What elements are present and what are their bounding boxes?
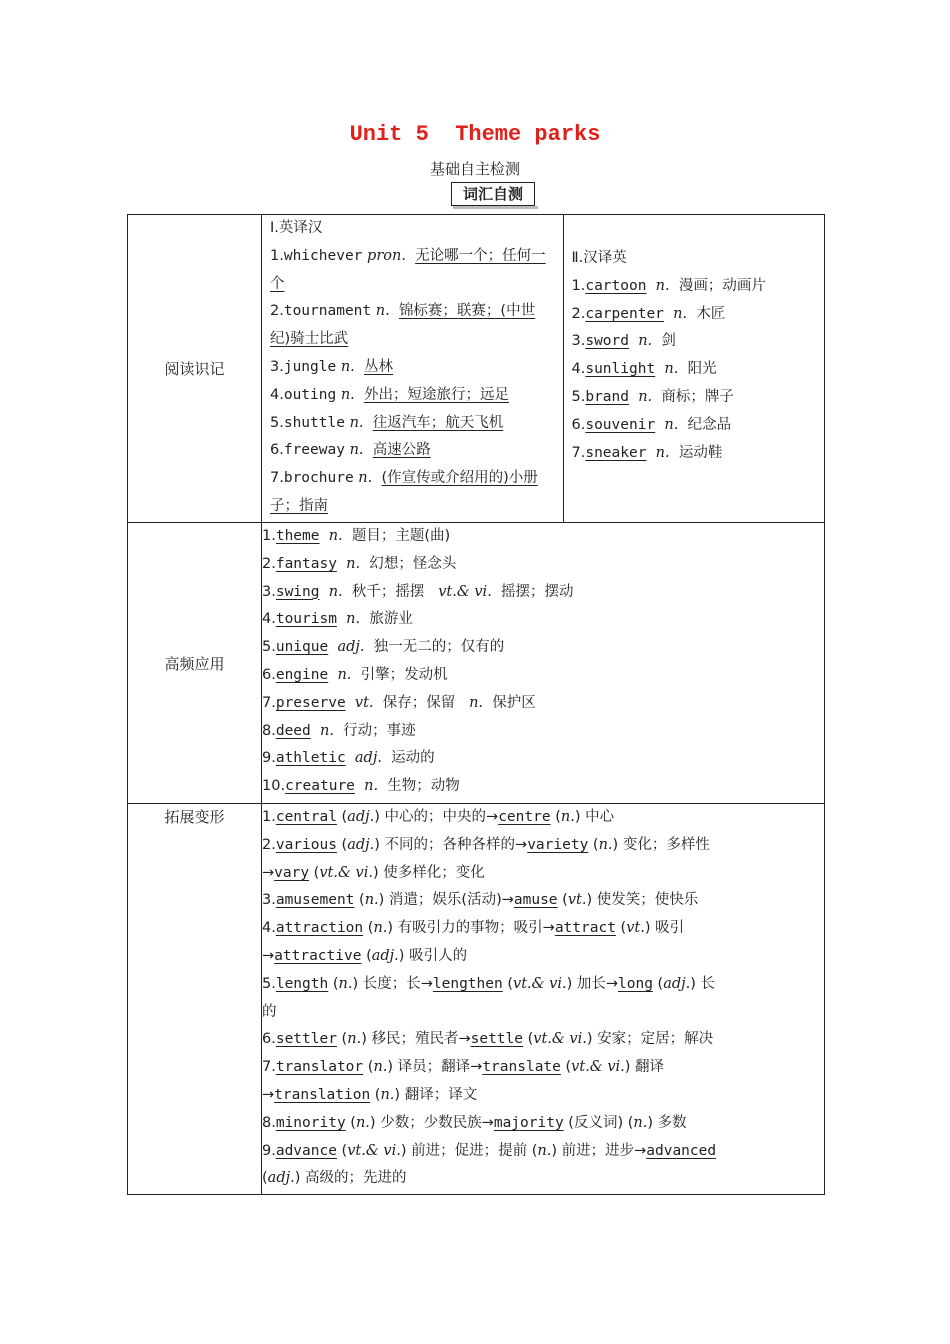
item-number: 4. xyxy=(270,386,284,403)
item-pos: n. xyxy=(337,666,352,683)
item-pos: n. xyxy=(375,303,390,320)
text-fragment: ) 移民；殖民者→ xyxy=(361,1031,471,1048)
extension-row xyxy=(128,804,825,1195)
text-fragment: ( xyxy=(588,836,599,853)
item-number: 1. xyxy=(571,277,586,294)
extension-content xyxy=(262,804,825,1195)
text-fragment: 8. xyxy=(262,1114,276,1131)
vocab-item xyxy=(572,301,819,329)
item-pos: n. xyxy=(349,414,364,431)
item-meaning: 运动的 xyxy=(391,750,435,767)
vocab-item xyxy=(572,440,819,468)
item-pos: n. xyxy=(655,277,670,294)
vocab-item xyxy=(270,298,555,354)
extension-line xyxy=(262,1165,824,1193)
word-form: translation xyxy=(274,1086,371,1103)
section-badge: 词汇自测 xyxy=(451,182,535,206)
extension-line xyxy=(262,860,824,888)
item-number: 2. xyxy=(571,305,586,322)
page-title: Unit 5 Theme parks xyxy=(349,122,601,147)
text-fragment: ) 高级的；先进的 xyxy=(294,1170,407,1187)
text-fragment: ) 加长→ xyxy=(566,975,619,992)
text-fragment: ( xyxy=(336,809,348,825)
item-word: brochure xyxy=(283,470,354,487)
item-number: 6. xyxy=(270,442,284,459)
word-form: minority xyxy=(275,1114,346,1131)
item-word: cartoon xyxy=(585,277,647,294)
pos-label: n. xyxy=(373,920,388,937)
item-word: whichever xyxy=(283,247,363,264)
text-fragment: ) 使发笑；使快乐 xyxy=(586,892,699,909)
item-word: freeway xyxy=(283,442,345,459)
item-number: 2. xyxy=(270,303,284,320)
vocab-item xyxy=(262,634,824,662)
item-word: sneaker xyxy=(585,444,647,461)
pos-label: n. xyxy=(373,1059,388,1076)
word-form: attractive xyxy=(274,947,362,964)
text-fragment: ) 安家；定居；解决 xyxy=(586,1031,714,1048)
pos-label: n. xyxy=(347,1031,362,1048)
pos-label: adj. xyxy=(347,836,375,853)
item-meaning: 生物；动物 xyxy=(387,778,460,795)
text-fragment: ( xyxy=(550,809,561,825)
item-pos: n. xyxy=(364,778,379,795)
part2-title: Ⅱ.汉译英 xyxy=(571,250,627,266)
text-fragment: 3. xyxy=(262,892,276,909)
text-fragment: ( xyxy=(615,920,627,937)
vocab-item xyxy=(270,354,555,382)
item-pos: n. xyxy=(349,442,364,459)
text-fragment: ( xyxy=(345,1114,356,1131)
text-fragment: ) 吸引 xyxy=(644,920,685,937)
word-form: settle xyxy=(470,1031,523,1048)
text-fragment: 4. xyxy=(262,920,276,937)
item-number: 4. xyxy=(262,611,276,628)
text-fragment: ( xyxy=(336,1031,348,1048)
text-fragment: ( xyxy=(370,1086,381,1103)
reading-row xyxy=(128,215,825,523)
item-pos: adj. xyxy=(337,639,365,656)
text-fragment: → xyxy=(262,1086,275,1103)
pos-label: vt.& vi. xyxy=(533,1031,587,1048)
item-pos: n. xyxy=(358,470,373,487)
word-form: centre xyxy=(498,809,551,825)
item-meaning: 保存；保留 xyxy=(382,694,456,711)
item-meaning: 锦标赛；联赛；(中世纪)骑士比武 xyxy=(270,303,536,348)
item-number: 5. xyxy=(270,414,284,431)
text-fragment: 2. xyxy=(262,836,276,853)
text-fragment: ) 中心的；中央的→ xyxy=(374,809,499,825)
part1-list xyxy=(270,243,555,521)
item-meaning-2: 摇摆；摆动 xyxy=(501,583,574,600)
pos-label: vt.& vi. xyxy=(319,864,373,881)
item-pos: n. xyxy=(638,388,653,405)
item-meaning: 行动；事迹 xyxy=(343,722,416,739)
pos-label: vt.& vi. xyxy=(347,1142,401,1159)
text-fragment: ( xyxy=(557,892,568,909)
item-number: 6. xyxy=(262,666,276,683)
pos-label: vt. xyxy=(567,892,587,909)
pos-label: vt.& vi. xyxy=(513,975,567,992)
item-word: tournament xyxy=(283,303,372,320)
extension-line xyxy=(262,1054,824,1082)
vocab-item xyxy=(270,437,555,465)
item-meaning: 往返汽车；航天飞机 xyxy=(372,414,504,431)
text-fragment: ) 变化；多样性 xyxy=(612,836,710,853)
text-fragment: (反义词) ( xyxy=(563,1114,634,1131)
word-form: various xyxy=(275,836,337,853)
text-fragment: 9. xyxy=(262,1142,276,1159)
word-form: long xyxy=(618,975,653,992)
vocab-item xyxy=(270,410,555,438)
text-fragment: ) 前进；进步→ xyxy=(551,1142,647,1159)
item-number: 7. xyxy=(571,444,586,461)
word-form: amuse xyxy=(513,892,558,909)
item-pos: n. xyxy=(664,361,679,378)
item-number: 3. xyxy=(262,583,276,600)
item-meaning: 幻想；怪念头 xyxy=(369,555,457,572)
page-subtitle: 基础自主检测 xyxy=(429,160,520,178)
item-meaning: 无论哪一个；任何一个 xyxy=(270,247,546,292)
word-form: majority xyxy=(493,1114,564,1131)
extension-line xyxy=(262,1026,824,1054)
text-fragment: ( xyxy=(309,864,320,881)
vocab-item xyxy=(572,328,819,356)
word-form: variety xyxy=(527,836,589,853)
text-fragment: ) 多数 xyxy=(647,1114,687,1131)
item-word: creature xyxy=(285,778,355,795)
item-pos: n. xyxy=(673,305,688,322)
extension-line xyxy=(262,999,824,1027)
item-word: sunlight xyxy=(585,361,656,378)
item-meaning: 题目；主题(曲) xyxy=(351,528,451,544)
vocab-item xyxy=(262,579,824,607)
text-fragment: 5. xyxy=(262,975,276,992)
text-fragment: 6. xyxy=(262,1031,276,1048)
item-meaning: 引擎；发动机 xyxy=(360,666,448,683)
word-form: advance xyxy=(275,1142,337,1159)
vocab-item xyxy=(270,465,555,521)
pos-label: n. xyxy=(364,892,379,909)
text-fragment: ) 翻译；译文 xyxy=(394,1086,478,1103)
text-fragment: ) 译员；翻译→ xyxy=(387,1059,483,1076)
item-word: outing xyxy=(283,386,337,403)
item-pos: n. xyxy=(340,386,355,403)
text-fragment: ) 少数；少数民族→ xyxy=(369,1114,494,1131)
item-number: 2. xyxy=(262,555,276,572)
item-word: jungle xyxy=(283,358,337,375)
pos-label: n. xyxy=(355,1114,370,1131)
item-number: 8. xyxy=(262,722,276,739)
pos-label: adj. xyxy=(347,809,375,825)
item-meaning: 剑 xyxy=(661,333,676,350)
word-form: length xyxy=(275,975,329,992)
text-fragment: ( xyxy=(361,947,372,964)
text-fragment: ( xyxy=(328,975,339,992)
pos-label: n. xyxy=(537,1142,552,1159)
vocab-item xyxy=(270,243,555,299)
word-form: vary xyxy=(274,864,310,881)
item-meaning: 运动鞋 xyxy=(678,444,723,461)
vocab-item xyxy=(262,606,824,634)
item-meaning-2: 保护区 xyxy=(492,694,536,711)
item-pos: pron. xyxy=(367,247,406,264)
text-fragment: → xyxy=(262,864,275,881)
item-number: 9. xyxy=(262,750,276,767)
text-fragment: ( xyxy=(363,920,374,937)
pos-label: vt. xyxy=(626,920,645,937)
vocab-item xyxy=(572,356,819,384)
item-word: engine xyxy=(275,666,329,683)
word-form: central xyxy=(275,809,337,825)
text-fragment: ( xyxy=(354,892,365,909)
item-meaning: 外出；短途旅行；远足 xyxy=(364,386,510,403)
item-pos: n. xyxy=(346,555,361,572)
text-fragment: ) 前进；促进；提前 ( xyxy=(400,1142,538,1159)
pos-label: n. xyxy=(380,1086,395,1103)
extension-category: 拓展变形 xyxy=(128,804,262,1195)
text-fragment: ( xyxy=(652,975,664,992)
item-pos: n. xyxy=(638,333,653,350)
word-form: attract xyxy=(554,920,616,937)
item-number: 7. xyxy=(262,694,276,711)
extension-line xyxy=(262,1082,824,1110)
word-form: settler xyxy=(275,1031,337,1048)
item-word: unique xyxy=(275,639,329,656)
vocab-item xyxy=(572,384,819,412)
text-fragment: → xyxy=(262,947,275,964)
text-fragment: ( xyxy=(560,1059,572,1076)
item-pos-2: n. xyxy=(469,694,484,711)
item-number: 6. xyxy=(571,416,586,433)
word-form: translate xyxy=(482,1059,561,1076)
text-fragment: ) 使多样化；变化 xyxy=(372,864,485,881)
vocab-item xyxy=(262,551,824,579)
extension-line xyxy=(262,887,824,915)
vocab-item xyxy=(262,690,824,718)
item-pos-2: vt.& vi. xyxy=(438,583,492,600)
text-fragment: ) 长 xyxy=(690,975,716,992)
item-number: 10. xyxy=(262,778,286,795)
item-number: 4. xyxy=(571,361,586,378)
vocab-item xyxy=(262,662,824,690)
item-meaning: 高速公路 xyxy=(372,442,431,459)
text-fragment: ( xyxy=(523,1031,534,1048)
vocab-item xyxy=(270,382,555,410)
item-number: 1. xyxy=(270,247,284,264)
vocab-item xyxy=(262,523,824,551)
item-number: 3. xyxy=(571,333,586,350)
item-word: fantasy xyxy=(275,555,337,572)
vocab-item xyxy=(572,412,819,440)
vocab-table xyxy=(127,214,825,1195)
extension-line xyxy=(262,943,824,971)
pos-label: n. xyxy=(338,975,353,992)
pos-label: n. xyxy=(560,809,575,825)
word-form: attraction xyxy=(275,920,364,937)
item-meaning: 丛林 xyxy=(364,358,394,375)
item-meaning: 木匠 xyxy=(696,305,726,322)
item-word: tourism xyxy=(275,611,337,628)
item-word: carpenter xyxy=(585,305,664,322)
text-fragment: ) 吸引人的 xyxy=(398,947,468,964)
item-pos: n. xyxy=(664,416,679,433)
en-to-cn-column xyxy=(262,215,563,522)
item-meaning: (作宣传或介绍用的)小册子；指南 xyxy=(270,470,538,514)
item-word: athletic xyxy=(275,750,346,767)
reading-content xyxy=(262,215,825,523)
frequent-category: 高频应用 xyxy=(128,523,262,804)
item-meaning: 旅游业 xyxy=(369,611,413,628)
extension-line xyxy=(262,804,824,832)
item-pos: adj. xyxy=(354,750,382,767)
word-form: translator xyxy=(275,1059,364,1076)
pos-label: adj. xyxy=(267,1170,295,1187)
word-form: amusement xyxy=(275,892,355,909)
item-pos: n. xyxy=(328,583,343,600)
item-word: preserve xyxy=(275,694,346,711)
vocab-item xyxy=(262,745,824,773)
pos-label: n. xyxy=(633,1114,648,1131)
text-fragment: ) 不同的；各种各样的→ xyxy=(374,836,528,853)
text-fragment: 的 xyxy=(262,1003,277,1020)
cn-to-en-column xyxy=(563,215,824,522)
vocab-item xyxy=(572,273,819,301)
pos-label: n. xyxy=(598,836,613,853)
part2-list xyxy=(572,273,819,468)
item-word: theme xyxy=(275,528,320,544)
text-fragment: ( xyxy=(336,1142,348,1159)
item-word: swing xyxy=(275,583,320,600)
item-pos: n. xyxy=(655,444,670,461)
text-fragment: ) 翻译 xyxy=(624,1059,665,1076)
item-meaning: 秋千；摇摆 xyxy=(351,583,425,600)
item-meaning: 商标；牌子 xyxy=(661,388,734,405)
word-form: lengthen xyxy=(432,975,503,992)
text-fragment: ) 有吸引力的事物；吸引→ xyxy=(387,920,555,937)
item-meaning: 漫画；动画片 xyxy=(678,277,766,294)
text-fragment: 7. xyxy=(262,1059,276,1076)
item-meaning: 独一无二的；仅有的 xyxy=(373,639,505,656)
part1-title: Ⅰ.英译汉 xyxy=(270,220,323,236)
item-number: 3. xyxy=(270,358,284,375)
extension-line xyxy=(262,1110,824,1138)
pos-label: adj. xyxy=(371,947,399,964)
frequent-content xyxy=(262,523,825,804)
item-word: shuttle xyxy=(283,414,345,431)
item-number: 5. xyxy=(262,639,276,656)
frequent-list xyxy=(262,523,824,801)
extension-line xyxy=(262,915,824,943)
item-number: 5. xyxy=(571,388,586,405)
item-pos: n. xyxy=(346,611,361,628)
text-fragment: ( xyxy=(262,1170,268,1187)
frequent-row xyxy=(128,523,825,804)
text-fragment: ) 消遣；娱乐(活动)→ xyxy=(378,892,514,909)
reading-category: 阅读识记 xyxy=(128,215,262,523)
extension-list xyxy=(262,804,824,1193)
item-number: 1. xyxy=(262,528,276,544)
text-fragment: ( xyxy=(502,975,514,992)
item-word: sword xyxy=(585,333,629,350)
item-pos: vt. xyxy=(354,694,374,711)
item-pos: n. xyxy=(340,358,355,375)
vocab-item xyxy=(262,773,824,801)
text-fragment: 1. xyxy=(262,809,276,825)
pos-label: adj. xyxy=(663,975,691,992)
text-fragment: ) 中心 xyxy=(574,809,615,825)
item-word: souvenir xyxy=(585,416,656,433)
item-meaning: 纪念品 xyxy=(687,416,732,433)
item-pos: n. xyxy=(319,722,334,739)
extension-line xyxy=(262,971,824,999)
extension-line xyxy=(262,1138,824,1166)
item-pos: n. xyxy=(328,528,343,544)
word-form: advanced xyxy=(646,1142,717,1159)
pos-label: vt.& vi. xyxy=(571,1059,625,1076)
item-number: 7. xyxy=(270,470,284,487)
text-fragment: ( xyxy=(336,836,348,853)
vocab-item xyxy=(262,718,824,746)
text-fragment: ) 长度；长→ xyxy=(352,975,433,992)
extension-line xyxy=(262,832,824,860)
text-fragment: ( xyxy=(363,1059,374,1076)
item-word: deed xyxy=(275,722,311,739)
item-word: brand xyxy=(585,388,629,405)
item-meaning: 阳光 xyxy=(687,361,717,378)
